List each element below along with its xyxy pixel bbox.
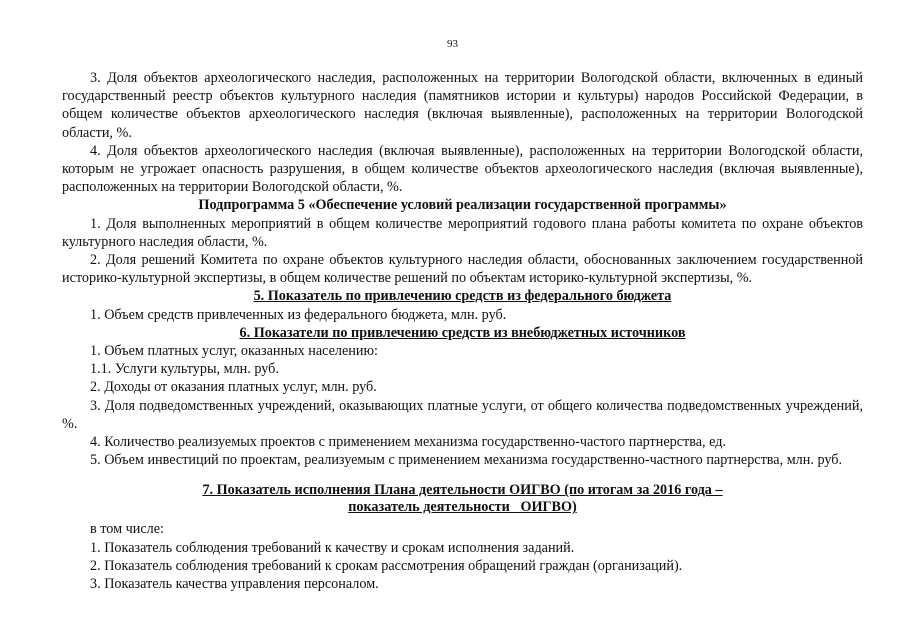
subprogram5-item-1: 1. Доля выполненных мероприятий в общем количестве мероприятий годового плана работы комитета по охране объектов культурного наследия области, %. <box>62 215 863 250</box>
section7-heading-line-2: показатель деятельности ОИГВО) <box>348 499 577 516</box>
section6-item-1-1: 1.1. Услуги культуры, млн. руб. <box>90 361 279 378</box>
section5-item-1: 1. Объем средств привлеченных из федерального бюджета, млн. руб. <box>90 306 507 323</box>
document-body <box>62 69 863 593</box>
section6-heading: 6. Показатели по привлечению средств из внебюджетных источников <box>239 324 686 341</box>
section6-item-5: 5. Объем инвестиций по проектам, реализуемым с применением механизма государственно-частного партнерства, млн. руб. <box>90 452 843 469</box>
section7-intro: в том числе: <box>90 521 164 538</box>
subprogram5-heading: Подпрограмма 5 «Обеспечение условий реализации государственной программы» <box>198 197 727 214</box>
section7-item-3: 3. Показатель качества управления персоналом. <box>90 576 379 593</box>
page-number: 93 <box>447 38 458 50</box>
paragraph-indicator-4: 4. Доля объектов археологического наследия (включая выявленные), расположенных на территории Вологодской области, которым не угрожает опасность разрушения, в общем количестве объектов археологического наследия (включая выявленные), расположенных на территории Вологодской области, %. <box>62 142 863 196</box>
section7-item-1: 1. Показатель соблюдения требований к качеству и срокам исполнения заданий. <box>90 539 575 556</box>
section6-item-1: 1. Объем платных услуг, оказанных населению: <box>90 343 378 360</box>
section6-item-2: 2. Доходы от оказания платных услуг, млн. руб. <box>90 379 377 396</box>
section7-item-2: 2. Показатель соблюдения требований к срокам рассмотрения обращений граждан (организаций). <box>90 557 683 574</box>
section5-heading: 5. Показатель по привлечению средств из федерального бюджета <box>253 288 672 305</box>
section6-item-3: 3. Доля подведомственных учреждений, оказывающих платные услуги, от общего количества подведомственных учреждений, %. <box>62 397 863 432</box>
section6-item-4: 4. Количество реализуемых проектов с применением механизма государственно-частого партнерства, ед. <box>90 434 727 451</box>
paragraph-indicator-3: 3. Доля объектов археологического наследия, расположенных на территории Вологодской области, включенных в единый государственный реестр объектов культурного наследия (памятников истории и культуры) народов Российской Федерации, в общем количестве объектов археологического наследия (включая выявленные), расположенных на территории Вологодской области, %. <box>62 70 863 141</box>
subprogram5-item-2: 2. Доля решений Комитета по охране объектов культурного наследия области, обоснованных заключением государственной историко-культурной экспертизы, в общем количестве решений по объектам историко-культурной экспертизы, %. <box>62 252 863 287</box>
section7-heading-line-1: 7. Показатель исполнения Плана деятельности ОИГВО (по итогам за 2016 года – <box>202 482 723 499</box>
section7-heading <box>62 482 863 516</box>
